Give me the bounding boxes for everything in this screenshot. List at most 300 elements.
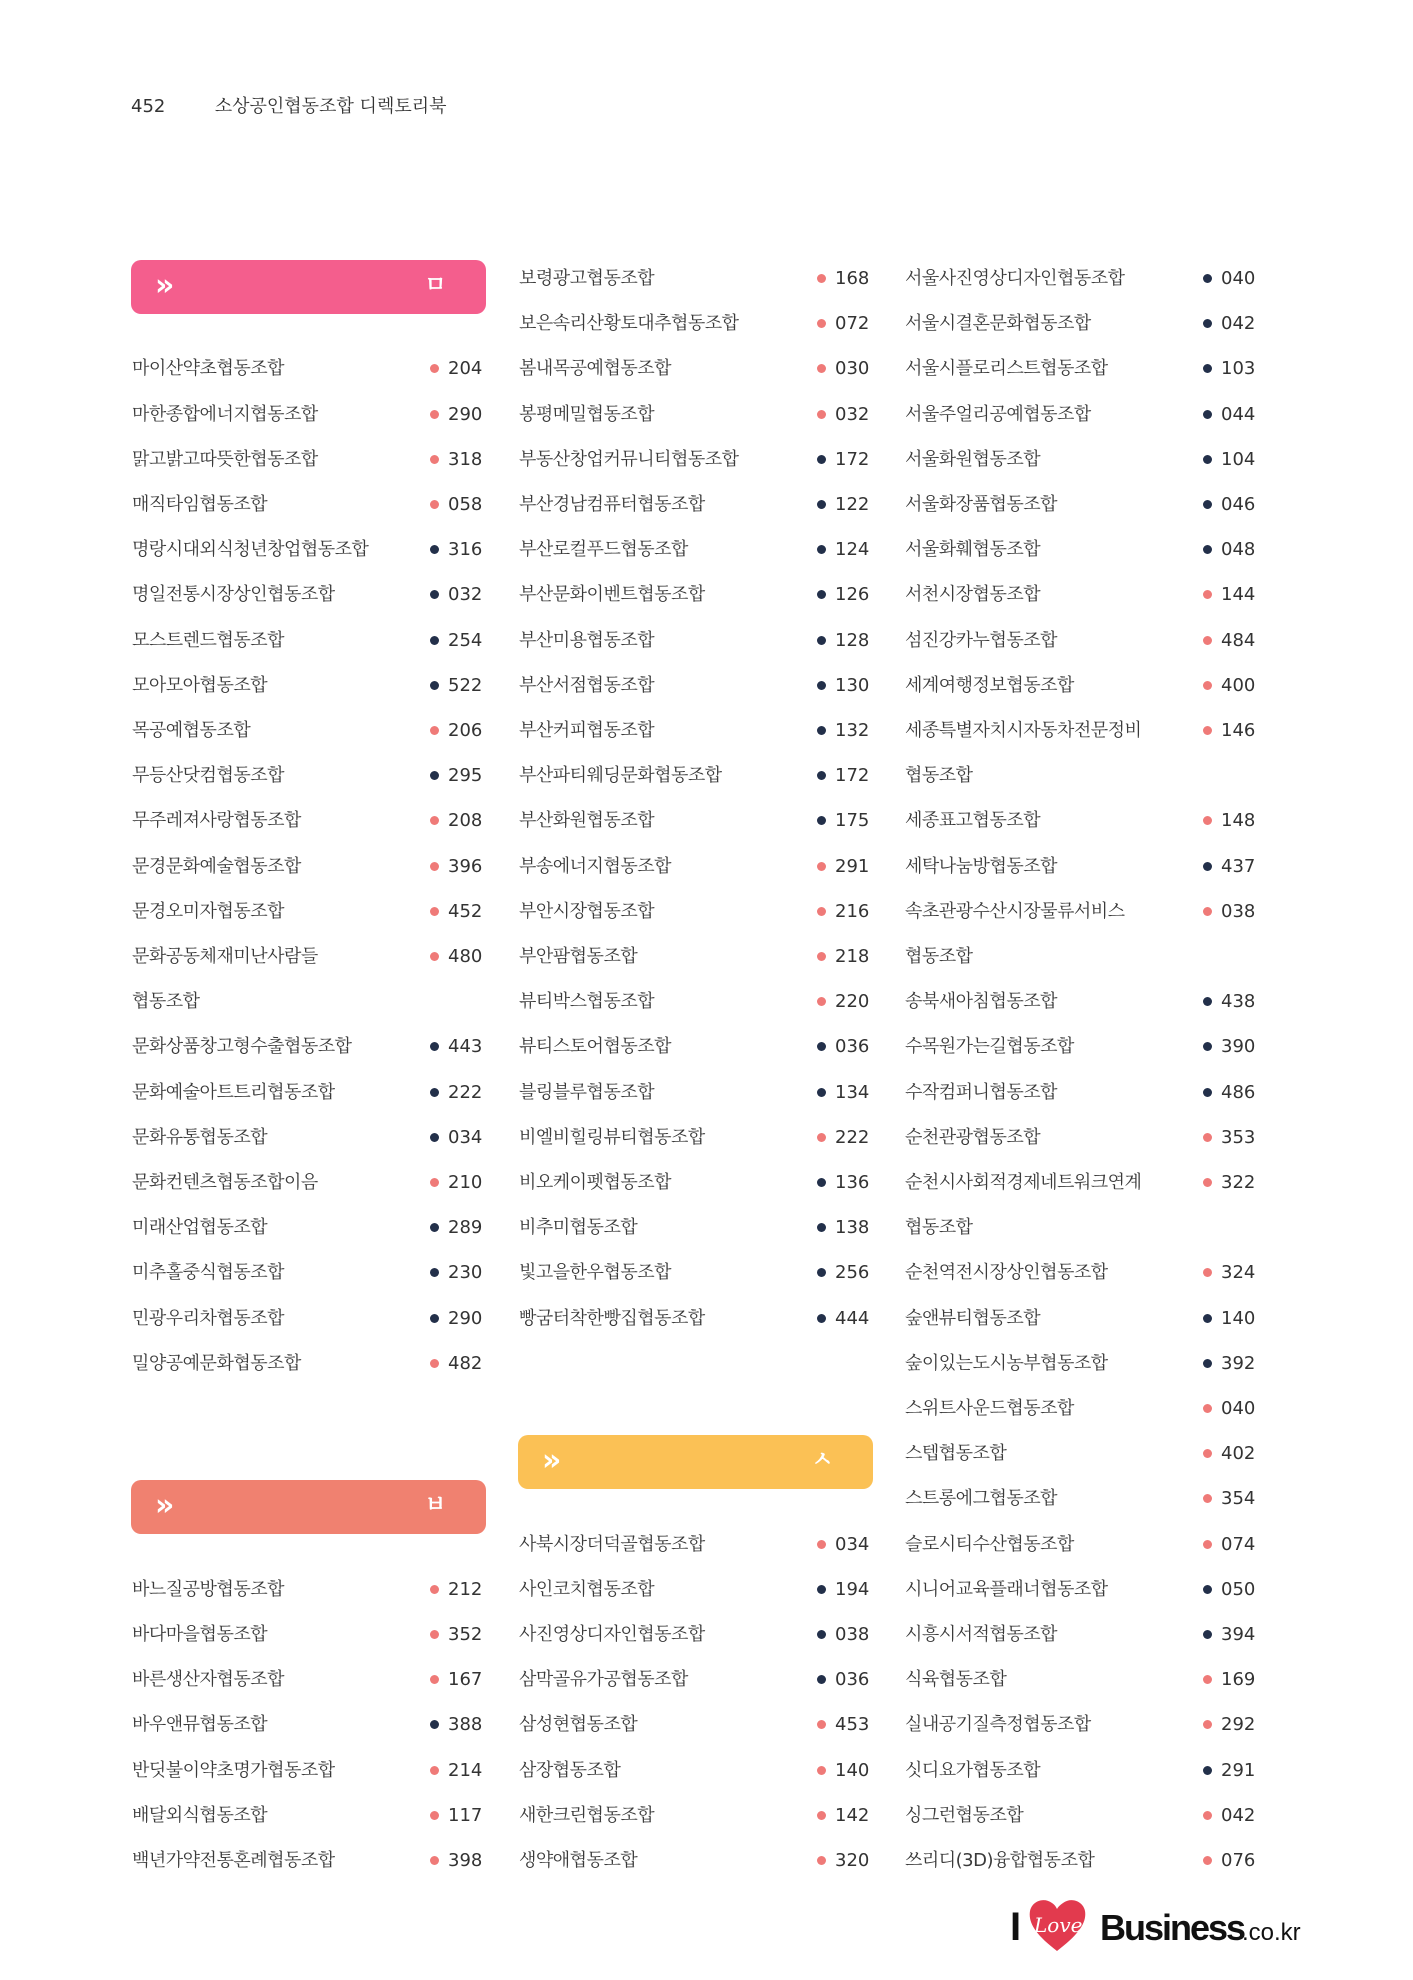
directory-entry — [904, 392, 1268, 437]
directory-entry — [518, 934, 882, 979]
cooperative-name: 새한크린협동조합 — [519, 1804, 655, 1826]
directory-entry — [518, 663, 882, 708]
page-reference: 206 — [448, 720, 483, 741]
bullet-dot-icon — [430, 410, 439, 419]
cooperative-name: 부산파티웨딩문화협동조합 — [519, 765, 722, 787]
directory-entry — [518, 1024, 882, 1069]
directory-entry — [131, 1702, 495, 1747]
cooperative-name: 문경오미자협동조합 — [132, 900, 284, 922]
cooperative-name: 스트롱에그협동조합 — [905, 1488, 1057, 1510]
cooperative-name: 사인코치협동조합 — [519, 1578, 655, 1600]
page-reference: 480 — [448, 946, 483, 967]
cooperative-name: 문화컨텐츠협동조합이음 — [132, 1172, 318, 1193]
directory-entry — [131, 1567, 495, 1612]
directory-entry — [518, 301, 882, 346]
page-reference: 390 — [1221, 1036, 1256, 1058]
page-reference: 394 — [1221, 1624, 1256, 1645]
cooperative-name: 봄내목공예협동조합 — [519, 358, 671, 380]
cooperative-name: 부동산창업커뮤니티협동조합 — [519, 448, 739, 470]
directory-entry — [518, 708, 882, 753]
directory-entry — [131, 1115, 495, 1160]
cooperative-name: 쓰리디(3D)융합협동조합 — [905, 1850, 1095, 1871]
cooperative-name: 순천시사회적경제네트워크연계 — [905, 1172, 1142, 1193]
page-reference: 134 — [835, 1081, 870, 1103]
cooperative-name: 싱그런협동조합 — [905, 1804, 1024, 1826]
page-reference: 146 — [1221, 720, 1256, 741]
cooperative-name: 시흥시서적협동조합 — [905, 1624, 1057, 1645]
bullet-dot-icon — [1203, 1585, 1212, 1594]
page-reference: 076 — [1221, 1850, 1256, 1871]
page-reference: 148 — [1221, 810, 1256, 832]
bullet-dot-icon — [430, 590, 439, 599]
directory-entry — [904, 1341, 1268, 1386]
bullet-dot-icon — [817, 1268, 826, 1277]
cooperative-name: 모아모아협동조합 — [132, 674, 268, 696]
directory-entry — [518, 1115, 882, 1160]
cooperative-name: 비오케이펫협동조합 — [519, 1172, 671, 1193]
directory-entry — [904, 256, 1268, 301]
directory-entry — [131, 1024, 495, 1069]
cooperative-name: 사진영상디자인협동조합 — [519, 1624, 705, 1645]
bullet-dot-icon — [817, 410, 826, 419]
cooperative-name: 협동조합 — [905, 1217, 973, 1239]
directory-entry — [904, 1070, 1268, 1115]
cooperative-name: 부산문화이벤트협동조합 — [519, 584, 705, 606]
page-reference: 388 — [448, 1714, 483, 1736]
bullet-dot-icon — [1203, 1675, 1212, 1684]
bullet-dot-icon — [1203, 1766, 1212, 1775]
bullet-dot-icon — [430, 364, 439, 373]
bullet-dot-icon — [430, 1359, 439, 1368]
bullet-dot-icon — [1203, 1494, 1212, 1503]
directory-entry — [131, 1296, 495, 1341]
page-reference: 289 — [448, 1217, 483, 1239]
directory-entry — [904, 1160, 1268, 1205]
cooperative-name: 순천관광협동조합 — [905, 1126, 1041, 1148]
directory-entry — [904, 1612, 1268, 1657]
directory-entry — [518, 798, 882, 843]
directory-entry — [518, 1160, 882, 1205]
directory-entry — [518, 392, 882, 437]
page-reference: 353 — [1221, 1126, 1256, 1148]
cooperative-name: 속초관광수산시장물류서비스 — [905, 900, 1125, 922]
cooperative-name: 삼성현협동조합 — [519, 1714, 638, 1736]
directory-entry — [518, 753, 882, 798]
cooperative-name: 바우앤뮤협동조합 — [132, 1714, 268, 1736]
cooperative-name: 반딧불이약초명가협동조합 — [132, 1759, 335, 1781]
directory-entry — [131, 1838, 495, 1883]
cooperative-name: 부안팜협동조합 — [519, 946, 638, 967]
cooperative-name: 식육협동조합 — [905, 1669, 1007, 1691]
directory-entry — [131, 1612, 495, 1657]
bullet-dot-icon — [1203, 1088, 1212, 1097]
page-reference: 030 — [835, 358, 870, 380]
cooperative-name: 비추미협동조합 — [519, 1217, 638, 1239]
bullet-dot-icon — [430, 907, 439, 916]
directory-entry — [518, 1205, 882, 1250]
directory-entry — [904, 753, 1268, 798]
directory-entry — [904, 1024, 1268, 1069]
bullet-dot-icon — [817, 1630, 826, 1639]
page-reference: 040 — [1221, 1398, 1256, 1419]
cooperative-name: 삼막골유가공협동조합 — [519, 1669, 688, 1691]
directory-entry — [131, 618, 495, 663]
directory-entry — [904, 1476, 1268, 1521]
page-reference: 117 — [448, 1804, 483, 1826]
cooperative-name: 부산서점협동조합 — [519, 674, 655, 696]
bullet-dot-icon — [430, 1268, 439, 1277]
directory-entry — [904, 1793, 1268, 1838]
bullet-dot-icon — [430, 1856, 439, 1865]
bullet-dot-icon — [430, 1811, 439, 1820]
page-reference: 522 — [448, 674, 483, 696]
bullet-dot-icon — [1203, 1630, 1212, 1639]
cooperative-name: 문화유통협동조합 — [132, 1126, 268, 1148]
cooperative-name: 명랑시대외식청년창업협동조합 — [132, 539, 369, 561]
cooperative-name: 문경문화예술협동조합 — [132, 855, 301, 877]
page-reference: 074 — [1221, 1533, 1256, 1555]
directory-entry — [904, 1748, 1268, 1793]
bullet-dot-icon — [430, 455, 439, 464]
page-reference: 144 — [1221, 584, 1256, 606]
page-reference: 040 — [1221, 268, 1256, 289]
page-reference: 452 — [448, 900, 483, 922]
cooperative-name: 순천역전시장상인협동조합 — [905, 1262, 1108, 1284]
cooperative-name: 세종표고협동조합 — [905, 810, 1041, 832]
page-reference: 132 — [835, 720, 870, 741]
bullet-dot-icon — [817, 500, 826, 509]
cooperative-name: 빛고을한우협동조합 — [519, 1262, 671, 1284]
page-reference: 292 — [1221, 1714, 1256, 1736]
cooperative-name: 숲이있는도시농부협동조합 — [905, 1352, 1108, 1374]
directory-entry — [518, 1612, 882, 1657]
page-reference: 128 — [835, 629, 870, 651]
cooperative-name: 서울주얼리공예협동조합 — [905, 403, 1091, 425]
bullet-dot-icon — [430, 1585, 439, 1594]
page-reference: 032 — [835, 403, 870, 425]
page-reference: 322 — [1221, 1172, 1256, 1193]
bullet-dot-icon — [817, 816, 826, 825]
directory-entry — [518, 346, 882, 391]
logo-business: Business — [1100, 1907, 1245, 1948]
bullet-dot-icon — [430, 681, 439, 690]
directory-entry — [904, 301, 1268, 346]
page-reference: 104 — [1221, 448, 1256, 470]
page-reference: 140 — [1221, 1307, 1256, 1329]
directory-entry — [904, 1657, 1268, 1702]
directory-entry — [518, 1070, 882, 1115]
directory-entry — [904, 1386, 1268, 1431]
section-consonant: ㅂ — [424, 1493, 446, 1519]
bullet-dot-icon — [817, 1811, 826, 1820]
cooperative-name: 스텝협동조합 — [905, 1443, 1007, 1465]
cooperative-name: 목공예협동조합 — [132, 720, 251, 741]
page-reference: 222 — [835, 1126, 870, 1148]
bullet-dot-icon — [817, 636, 826, 645]
bullet-dot-icon — [430, 545, 439, 554]
cooperative-name: 미추홀중식협동조합 — [132, 1262, 284, 1284]
page-reference: 124 — [835, 539, 870, 561]
bullet-dot-icon — [430, 726, 439, 735]
bullet-dot-icon — [1203, 364, 1212, 373]
page-reference: 072 — [835, 313, 870, 335]
directory-entry — [904, 1702, 1268, 1747]
cooperative-name: 바른생산자협동조합 — [132, 1669, 284, 1691]
page-reference: 256 — [835, 1262, 870, 1284]
cooperative-name: 매직타임협동조합 — [132, 494, 268, 515]
directory-entry — [131, 844, 495, 889]
page-reference: 318 — [448, 448, 483, 470]
page-reference: 444 — [835, 1307, 870, 1329]
directory-entry — [131, 663, 495, 708]
directory-entry — [131, 889, 495, 934]
directory-entry — [518, 1522, 882, 1567]
cooperative-name: 부안시장협동조합 — [519, 900, 655, 922]
directory-entry — [518, 572, 882, 617]
directory-entry — [518, 979, 882, 1024]
directory-entry — [904, 1205, 1268, 1250]
directory-entry — [131, 708, 495, 753]
page-reference: 220 — [835, 991, 870, 1013]
cooperative-name: 보령광고협동조합 — [519, 268, 655, 289]
directory-entry — [518, 527, 882, 572]
page-reference: 138 — [835, 1217, 870, 1239]
directory-entry — [131, 1748, 495, 1793]
bullet-dot-icon — [1203, 681, 1212, 690]
directory-entry — [904, 979, 1268, 1024]
page-reference: 291 — [1221, 1759, 1256, 1781]
logo-love: Love — [1034, 1913, 1083, 1937]
cooperative-name: 무주레져사랑협동조합 — [132, 810, 301, 832]
directory-entry — [131, 1070, 495, 1115]
directory-entry — [518, 1296, 882, 1341]
bullet-dot-icon — [430, 816, 439, 825]
page-reference: 046 — [1221, 494, 1256, 515]
bullet-dot-icon — [430, 1314, 439, 1323]
directory-entry — [904, 572, 1268, 617]
page-reference: 169 — [1221, 1669, 1256, 1691]
bullet-dot-icon — [817, 907, 826, 916]
directory-entry — [904, 346, 1268, 391]
bullet-dot-icon — [1203, 726, 1212, 735]
page-reference: 034 — [448, 1126, 483, 1148]
directory-entry — [904, 618, 1268, 663]
bullet-dot-icon — [817, 997, 826, 1006]
page-reference: 437 — [1221, 855, 1256, 877]
page-reference: 400 — [1221, 674, 1256, 696]
bullet-dot-icon — [1203, 410, 1212, 419]
directory-entry — [518, 1838, 882, 1883]
cooperative-name: 뷰티스토어협동조합 — [519, 1036, 671, 1058]
cooperative-name: 삼장협동조합 — [519, 1759, 621, 1781]
cooperative-name: 세탁나눔방협동조합 — [905, 855, 1057, 877]
page-reference: 036 — [835, 1036, 870, 1058]
section-consonant: ㅅ — [811, 1448, 833, 1474]
page-reference: 216 — [835, 900, 870, 922]
bullet-dot-icon — [430, 1766, 439, 1775]
cooperative-name: 서천시장협동조합 — [905, 584, 1041, 606]
bullet-dot-icon — [817, 1856, 826, 1865]
bullet-dot-icon — [1203, 1133, 1212, 1142]
cooperative-name: 생약애협동조합 — [519, 1850, 638, 1871]
directory-entry — [904, 708, 1268, 753]
directory-entry — [131, 346, 495, 391]
page-reference: 126 — [835, 584, 870, 606]
bullet-dot-icon — [1203, 274, 1212, 283]
bullet-dot-icon — [1203, 636, 1212, 645]
bullet-dot-icon — [1203, 907, 1212, 916]
double-chevron-icon: » — [542, 1443, 556, 1479]
page-reference: 222 — [448, 1081, 483, 1103]
directory-entry — [131, 1160, 495, 1205]
directory-entry — [131, 753, 495, 798]
directory-entry — [904, 663, 1268, 708]
cooperative-name: 백년가약전통혼례협동조합 — [132, 1850, 335, 1871]
page-reference: 032 — [448, 584, 483, 606]
page-reference: 290 — [448, 1307, 483, 1329]
directory-entry — [518, 1657, 882, 1702]
bullet-dot-icon — [430, 1720, 439, 1729]
page-reference: 396 — [448, 855, 483, 877]
page-reference: 036 — [835, 1669, 870, 1691]
page-reference: 038 — [835, 1624, 870, 1645]
cooperative-name: 마한종합에너지협동조합 — [132, 403, 318, 425]
directory-entry — [518, 844, 882, 889]
bullet-dot-icon — [1203, 545, 1212, 554]
directory-entry — [904, 1522, 1268, 1567]
directory-entry — [904, 1115, 1268, 1160]
cooperative-name: 마이산약초협동조합 — [132, 358, 284, 380]
directory-entry — [904, 1838, 1268, 1883]
bullet-dot-icon — [1203, 319, 1212, 328]
page-reference: 484 — [1221, 629, 1256, 651]
cooperative-name: 빵굼터착한빵집협동조합 — [519, 1307, 705, 1329]
bullet-dot-icon — [1203, 1042, 1212, 1051]
directory-entry — [904, 798, 1268, 843]
page-reference: 034 — [835, 1533, 870, 1555]
page-reference: 194 — [835, 1578, 870, 1600]
cooperative-name: 협동조합 — [132, 991, 200, 1013]
page-reference: 214 — [448, 1759, 483, 1781]
page-reference: 443 — [448, 1036, 483, 1058]
page-reference: 208 — [448, 810, 483, 832]
directory-entry — [904, 934, 1268, 979]
page-reference: 486 — [1221, 1081, 1256, 1103]
directory-entry — [518, 1250, 882, 1295]
bullet-dot-icon — [817, 319, 826, 328]
cooperative-name: 밀양공예문화협동조합 — [132, 1352, 301, 1374]
page-reference: 140 — [835, 1759, 870, 1781]
bullet-dot-icon — [430, 862, 439, 871]
directory-entry — [131, 527, 495, 572]
bullet-dot-icon — [430, 952, 439, 961]
directory-entry — [518, 618, 882, 663]
directory-entry — [904, 437, 1268, 482]
bullet-dot-icon — [1203, 1268, 1212, 1277]
page-reference: 167 — [448, 1669, 483, 1691]
bullet-dot-icon — [817, 1042, 826, 1051]
bullet-dot-icon — [817, 771, 826, 780]
directory-entry — [904, 889, 1268, 934]
page-reference: 050 — [1221, 1578, 1256, 1600]
directory-entry — [518, 256, 882, 301]
bullet-dot-icon — [1203, 1449, 1212, 1458]
bullet-dot-icon — [817, 590, 826, 599]
page-header — [131, 92, 447, 118]
bullet-dot-icon — [1203, 1404, 1212, 1413]
cooperative-name: 무등산닷컴협동조합 — [132, 765, 284, 787]
bullet-dot-icon — [817, 681, 826, 690]
page-reference: 142 — [835, 1804, 870, 1826]
bullet-dot-icon — [1203, 1178, 1212, 1187]
cooperative-name: 섬진강카누협동조합 — [905, 629, 1057, 651]
bullet-dot-icon — [1203, 816, 1212, 825]
cooperative-name: 송북새아침협동조합 — [905, 991, 1057, 1013]
directory-entry — [904, 1431, 1268, 1476]
cooperative-name: 바느질공방협동조합 — [132, 1578, 284, 1600]
page-reference: 482 — [448, 1352, 483, 1374]
bullet-dot-icon — [1203, 1314, 1212, 1323]
cooperative-name: 비엘비힐링뷰티협동조합 — [519, 1126, 705, 1148]
cooperative-name: 서울시결혼문화협동조합 — [905, 313, 1091, 335]
page-reference: 172 — [835, 448, 870, 470]
page-reference: 044 — [1221, 403, 1256, 425]
cooperative-name: 숲앤뷰티협동조합 — [905, 1307, 1041, 1329]
bullet-dot-icon — [1203, 1720, 1212, 1729]
page-reference: 038 — [1221, 900, 1256, 922]
bullet-dot-icon — [430, 1675, 439, 1684]
page-reference: 291 — [835, 855, 870, 877]
bullet-dot-icon — [1203, 997, 1212, 1006]
bullet-dot-icon — [430, 1088, 439, 1097]
directory-entry — [131, 1793, 495, 1838]
heart-icon — [1026, 1895, 1088, 1955]
directory-entry — [131, 572, 495, 617]
page-reference: 352 — [448, 1624, 483, 1645]
cooperative-name: 서울화원협동조합 — [905, 448, 1041, 470]
page-reference: 136 — [835, 1172, 870, 1193]
page-reference: 042 — [1221, 313, 1256, 335]
page-reference: 172 — [835, 765, 870, 787]
directory-entry — [904, 1250, 1268, 1295]
page-reference: 130 — [835, 674, 870, 696]
bullet-dot-icon — [817, 364, 826, 373]
bullet-dot-icon — [817, 274, 826, 283]
directory-entry — [131, 437, 495, 482]
page-reference: 122 — [835, 494, 870, 515]
cooperative-name: 시니어교육플래너협동조합 — [905, 1578, 1108, 1600]
bullet-dot-icon — [430, 500, 439, 509]
bullet-dot-icon — [430, 1042, 439, 1051]
bullet-dot-icon — [817, 1314, 826, 1323]
cooperative-name: 세계여행정보협동조합 — [905, 674, 1074, 696]
bullet-dot-icon — [817, 1766, 826, 1775]
cooperative-name: 부산커피협동조합 — [519, 720, 655, 741]
cooperative-name: 미래산업협동조합 — [132, 1217, 268, 1239]
bullet-dot-icon — [430, 1133, 439, 1142]
page-reference: 254 — [448, 629, 483, 651]
page-reference: 042 — [1221, 1804, 1256, 1826]
page-reference: 354 — [1221, 1488, 1256, 1510]
cooperative-name: 뷰티박스협동조합 — [519, 991, 655, 1013]
bullet-dot-icon — [430, 1630, 439, 1639]
section-header-band — [131, 1480, 486, 1534]
cooperative-name: 블링블루협동조합 — [519, 1081, 655, 1103]
page-number: 452 — [131, 96, 166, 117]
bullet-dot-icon — [1203, 455, 1212, 464]
bullet-dot-icon — [1203, 590, 1212, 599]
page-reference: 295 — [448, 765, 483, 787]
